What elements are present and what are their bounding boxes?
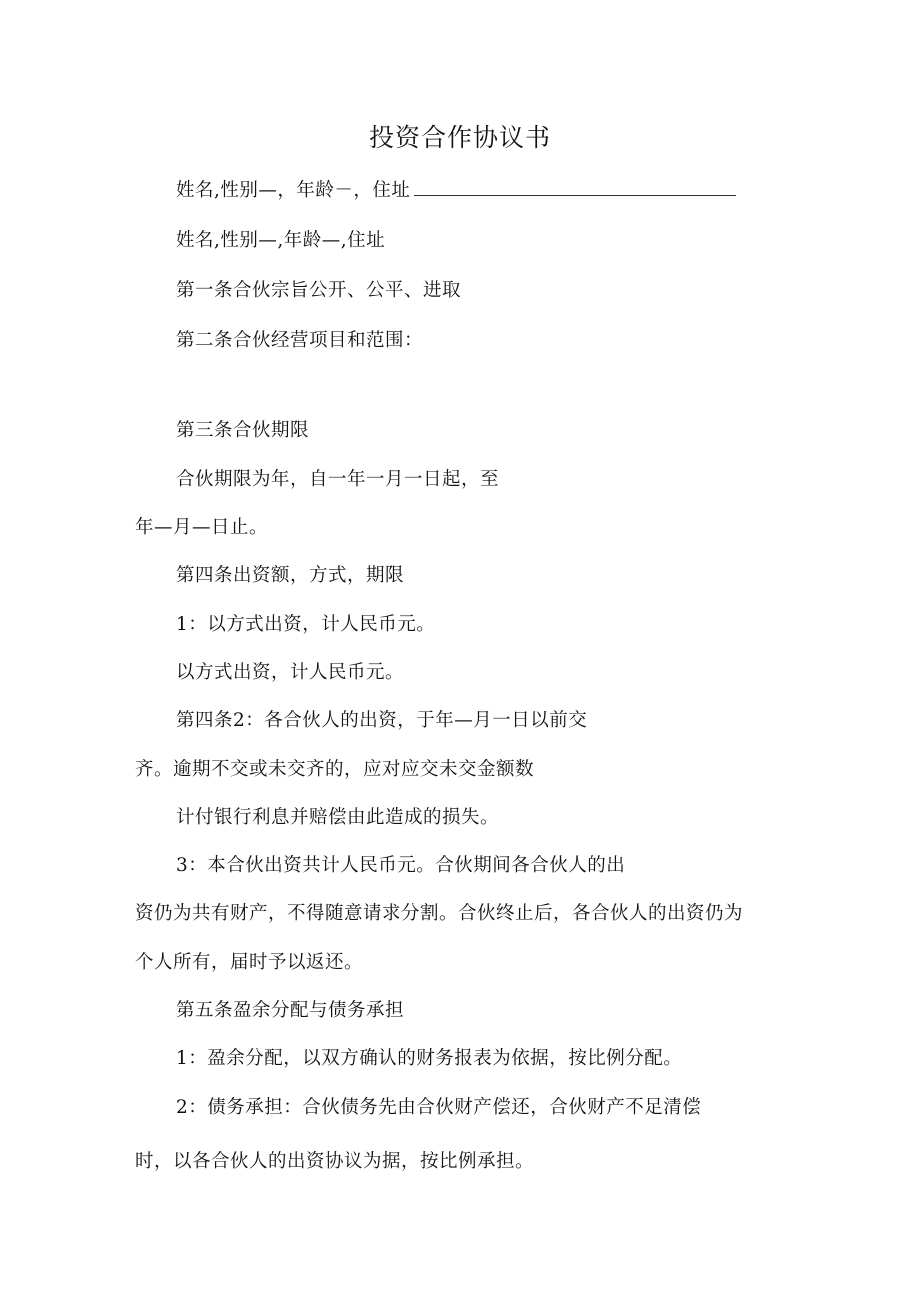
debt-item-line-2: 时，以各合伙人的出资协议为据，按比例承担。 (135, 1151, 535, 1172)
article-five-heading: 第五条盈余分配与债务承担 (176, 1000, 405, 1021)
contribution-item-3-line-3: 个人所有，届时予以返还。 (135, 952, 364, 973)
document-title: 投资合作协议书 (368, 123, 551, 152)
term-line-2: 年—月—日止。 (135, 517, 269, 538)
contribution-item-1b: 以方式出资，计人民币元。 (176, 662, 405, 683)
contribution-item-2-line-3: 计付银行利息并赔偿由此造成的损失。 (176, 807, 500, 828)
debt-item-line-1: 2：债务承担：合伙债务先由合伙财产偿还，合伙财产不足清偿 (176, 1097, 702, 1118)
article-two: 第二条合伙经营项目和范围： (176, 330, 424, 351)
contribution-item-1: 1：以方式出资，计人民币元。 (176, 614, 436, 635)
article-four-heading: 第四条出资额，方式，期限 (176, 565, 405, 586)
party-one-line (176, 177, 736, 205)
contribution-item-3-line-2: 资仍为共有财产，不得随意请求分割。合伙终止后，各合伙人的出资仍为 (135, 903, 744, 924)
contribution-item-3-line-1: 3：本合伙出资共计人民币元。合伙期间各合伙人的出 (176, 855, 626, 876)
profit-distribution-item: 1：盈余分配，以双方确认的财务报表为依据，按比例分配。 (176, 1048, 683, 1069)
party-two-line: 姓名,性别—,年龄—,住址 (176, 230, 386, 251)
party-one-text: 姓名,性别—，年龄－，住址 (176, 180, 411, 201)
address-blank-underline (414, 177, 736, 196)
contribution-item-2-line-2: 齐。逾期不交或未交齐的，应对应交未交金额数 (135, 759, 535, 780)
article-three-heading: 第三条合伙期限 (176, 420, 310, 441)
contribution-item-2-line-1: 第四条2：各合伙人的出资，于年—月一日以前交 (176, 710, 588, 731)
article-one: 第一条合伙宗旨公开、公平、进取 (176, 280, 462, 301)
term-line-1: 合伙期限为年，自一年一月一日起，至 (176, 469, 500, 490)
